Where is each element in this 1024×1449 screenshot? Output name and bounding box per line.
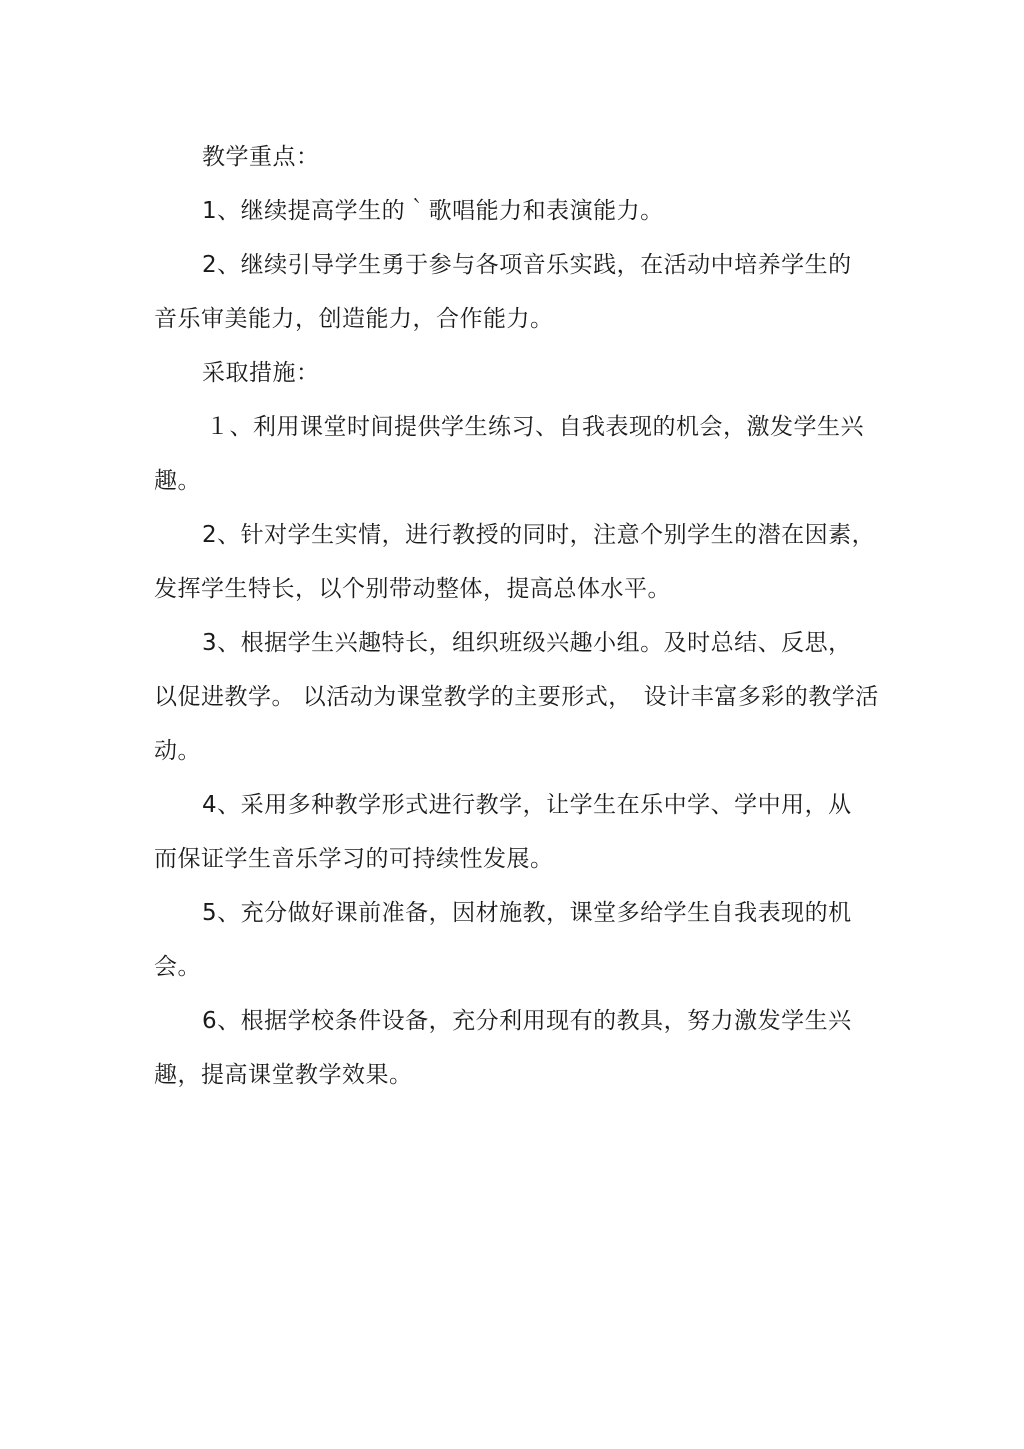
focus-item-1: 1、继续提高学生的｀歌唱能力和表演能力。 [202,198,664,224]
focus-item-2: 2、继续引导学生勇于参与各项音乐实践，在活动中培养学生的 [202,252,852,278]
measure-item-3-continued-2: 动。 [154,738,201,764]
measure-item-6: 6、根据学校条件设备，充分利用现有的教具，努力激发学生兴 [202,1008,852,1034]
measure-item-4-continued: 而保证学生音乐学习的可持续性发展。 [154,846,554,872]
document-body [154,130,879,1102]
measure-item-5: 5、充分做好课前准备，因材施教，课堂多给学生自我表现的机 [202,900,852,926]
measure-item-6-continued: 趣，提高课堂教学效果。 [154,1062,413,1088]
section-heading-measures: 采取措施： [202,360,320,386]
section-heading-teaching-focus: 教学重点： [202,144,320,170]
measure-item-2: 2、针对学生实情，进行教授的同时，注意个别学生的潜在因素， [202,522,876,548]
focus-item-2-continued: 音乐审美能力，创造能力，合作能力。 [154,306,554,332]
measure-item-1-continued: 趣。 [154,468,201,494]
measure-item-1: １、利用课堂时间提供学生练习、自我表现的机会，激发学生兴 [206,414,864,440]
measure-item-5-continued: 会。 [154,954,201,980]
measure-item-2-continued: 发挥学生特长，以个别带动整体，提高总体水平。 [154,576,671,602]
measure-item-4: 4、采用多种教学形式进行教学，让学生在乐中学、学中用，从 [202,792,852,818]
measure-item-3: 3、根据学生兴趣特长，组织班级兴趣小组。及时总结、反思， [202,630,852,656]
measure-item-3-continued: 以促进教学。 以活动为课堂教学的主要形式， 设计丰富多彩的教学活 [154,684,879,710]
